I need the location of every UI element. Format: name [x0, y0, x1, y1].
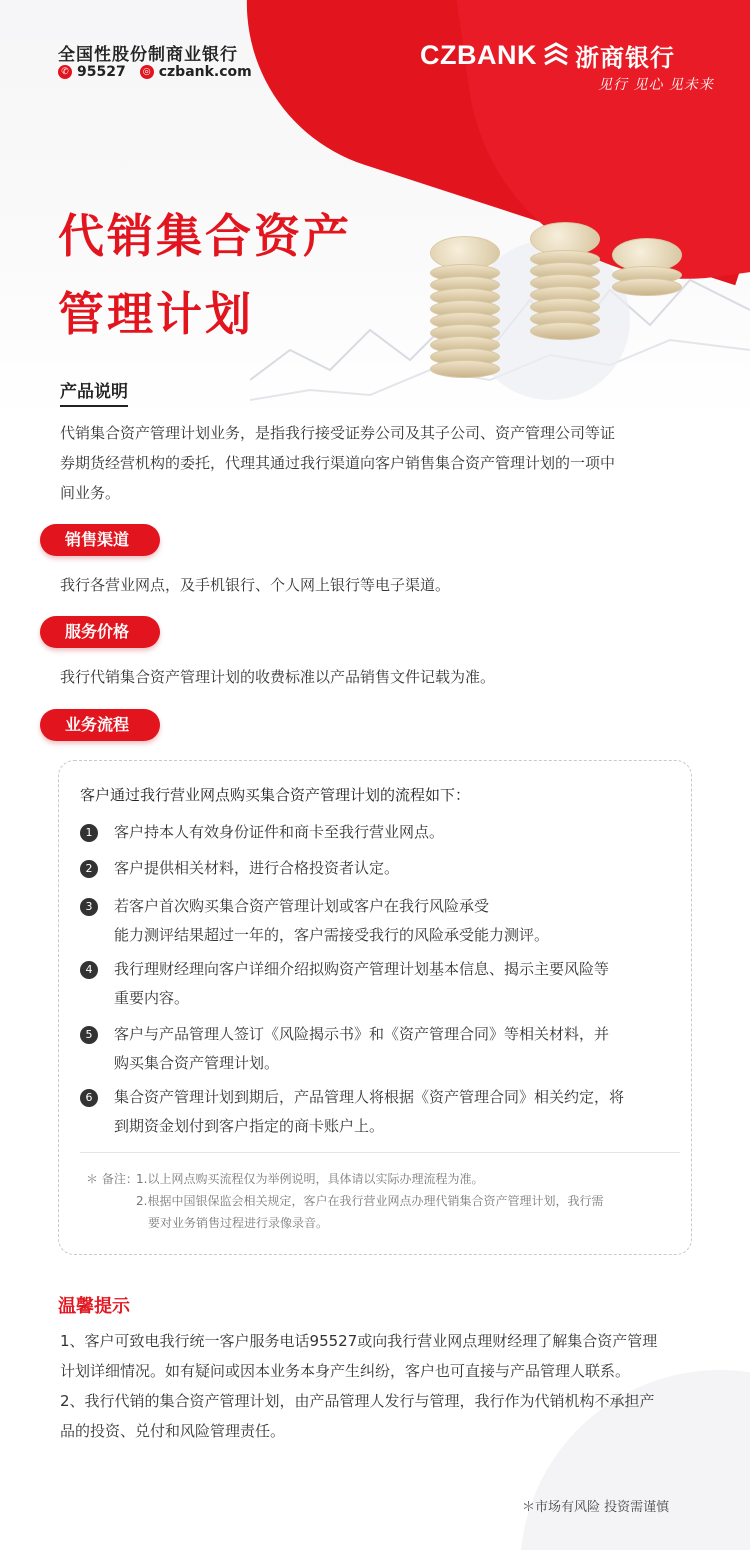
logo-cn: 浙商银行 [575, 44, 675, 72]
process-heading: 业务流程 [40, 709, 160, 741]
contact-info [58, 64, 252, 80]
product-description [60, 418, 700, 508]
tip-line: 计划详细情况。如有疑问或因本业务本身产生纠纷，客户也可直接与产品管理人联系。 [60, 1362, 631, 1380]
note-line: 1.以上网点购买流程仅为举例说明，具体请以实际办理流程为准。 [136, 1172, 484, 1186]
process-divider [80, 1152, 680, 1153]
step-text: 集合资产管理计划到期后，产品管理人将根据《资产管理合同》相关约定，将 [114, 1088, 625, 1106]
tip-line: 2、我行代销的集合资产管理计划，由产品管理人发行与管理，我行作为代销机构不承担产 [60, 1392, 655, 1410]
logo-mark-icon [541, 41, 571, 71]
coin-stack-middle [530, 222, 600, 340]
coin-stack-left [430, 236, 500, 378]
step-text: 我行理财经理向客户详细介绍拟购资产管理计划基本信息、揭示主要风险等 [114, 960, 610, 978]
sales-channel-heading: 销售渠道 [40, 524, 160, 556]
step-text: 若客户首次购买集合资产管理计划或客户在我行风险承受 [114, 897, 490, 915]
process-step [80, 854, 680, 883]
step-number: 2 [80, 860, 98, 878]
step-text: 客户与产品管理人签订《风险揭示书》和《资产管理合同》等相关材料，并 [114, 1025, 610, 1043]
step-number: 3 [80, 898, 98, 916]
sales-channel-text: 我行各营业网点，及手机银行、个人网上银行等电子渠道。 [60, 576, 451, 594]
czbank-logo [420, 38, 675, 73]
risk-disclaimer: ＊市场有风险 投资需谨慎 [522, 1500, 670, 1515]
slogan: 见行 见心 见未来 [598, 77, 714, 93]
page-title-line2: 管理计划 [58, 287, 254, 341]
process-intro: 客户通过我行营业网点购买集合资产管理计划的流程如下： [80, 786, 471, 804]
tips-text [60, 1326, 710, 1446]
step-number: 5 [80, 1026, 98, 1044]
product-line: 代销集合资产管理计划业务，是指我行接受证券公司及其子公司、资产管理公司等证 [60, 424, 616, 442]
web-icon: ◎ [140, 65, 154, 79]
website-link[interactable]: czbank.com [158, 64, 252, 80]
service-price-heading: 服务价格 [40, 616, 160, 648]
service-price-text: 我行代销集合资产管理计划的收费标准以产品销售文件记载为准。 [60, 668, 496, 686]
process-step [80, 1020, 680, 1078]
coin-stack-right [612, 238, 682, 296]
product-line: 券期货经营机构的委托，代理其通过我行渠道向客户销售集合资产管理计划的一项中 [60, 454, 616, 472]
note-line: 2.根据中国银保监会相关规定，客户在我行营业网点办理代销集合资产管理计划，我行需 [136, 1194, 604, 1208]
page-title-line1: 代销集合资产 [58, 209, 352, 263]
phone-icon: ✆ [58, 65, 72, 79]
tip-line: 1、客户可致电我行统一客户服务电话95527或向我行营业网点理财经理了解集合资产管理 [60, 1332, 658, 1350]
tip-line: 品的投资、兑付和风险管理责任。 [60, 1422, 286, 1440]
step-number: 4 [80, 961, 98, 979]
step-text: 客户提供相关材料，进行合格投资者认定。 [114, 859, 400, 877]
tips-heading: 温馨提示 [58, 1296, 130, 1317]
step-text: 客户持本人有效身份证件和商卡至我行营业网点。 [114, 823, 445, 841]
product-heading: 产品说明 [60, 377, 128, 407]
process-step [80, 818, 680, 847]
step-number: 6 [80, 1089, 98, 1107]
step-text: 到期资金划付到客户指定的商卡账户上。 [114, 1117, 385, 1135]
step-number: 1 [80, 824, 98, 842]
logo-en: CZBANK [420, 40, 537, 70]
bank-type-label: 全国性股份制商业银行 [58, 45, 238, 65]
step-text: 购买集合资产管理计划。 [114, 1054, 280, 1072]
process-step [80, 1083, 680, 1141]
note-label: ＊ 备注： [86, 1172, 138, 1186]
step-text: 能力测评结果超过一年的，客户需接受我行的风险承受能力测评。 [114, 926, 550, 944]
phone-number[interactable]: 95527 [77, 64, 126, 80]
product-line: 间业务。 [60, 484, 121, 502]
note-line: 要对业务销售过程进行录像录音。 [148, 1216, 329, 1230]
process-step [80, 955, 680, 1013]
process-step [80, 892, 680, 950]
step-text: 重要内容。 [114, 989, 190, 1007]
